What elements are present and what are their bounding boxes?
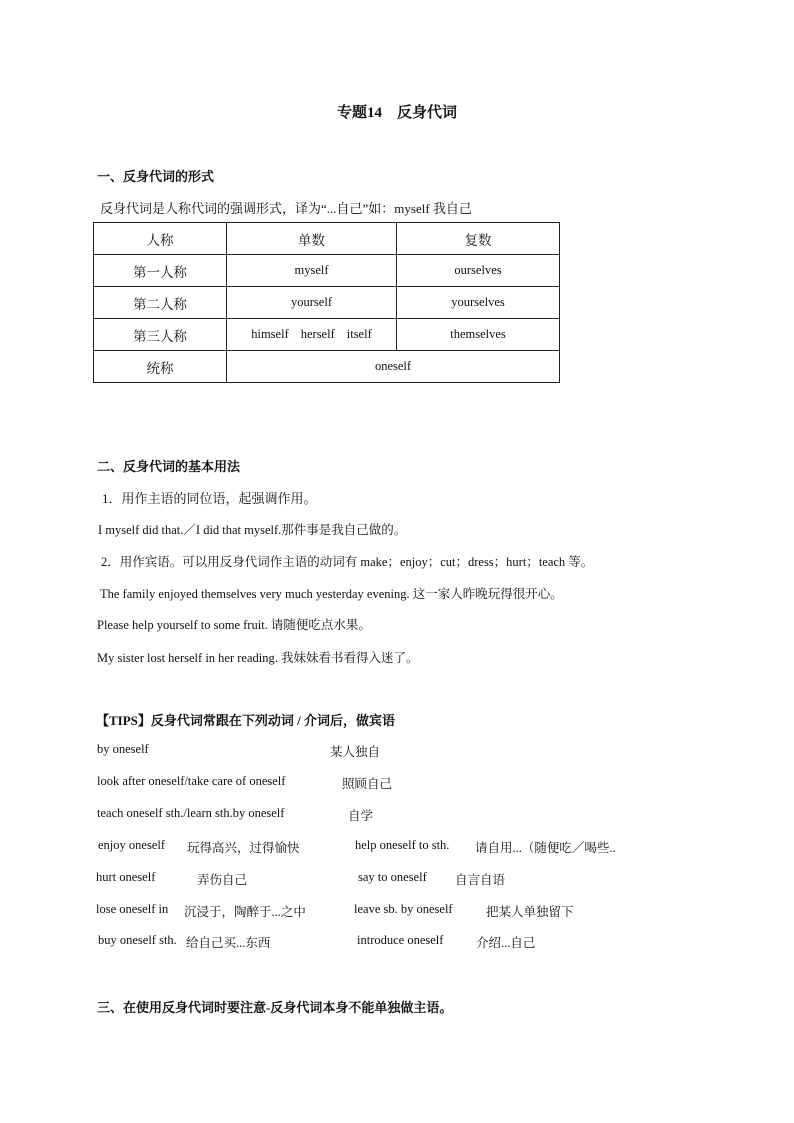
cell-plural: yourselves (397, 287, 560, 319)
phrase-zh: 照顾自己 (342, 777, 393, 791)
phrase-en: leave sb. by oneself (354, 902, 453, 916)
cell-plural: themselves (397, 319, 560, 351)
table-row (94, 287, 560, 319)
example-1: I myself did that.／I did that myself.那件事是我自己做的。 (98, 523, 407, 537)
phrase-zh: 介绍...自己 (476, 936, 536, 950)
phrase-zh: 请自用...（随便吃／喝些.. (475, 841, 616, 855)
cell-singular (227, 319, 397, 351)
phrase-en: help oneself to sth. (355, 838, 450, 852)
cell-person: 统称 (94, 351, 227, 383)
phrase-zh: 玩得高兴，过得愉快 (187, 841, 300, 855)
cell-person: 第三人称 (94, 319, 227, 351)
cell-plural: ourselves (397, 255, 560, 287)
table-row (94, 319, 560, 351)
cell-person: 第一人称 (94, 255, 227, 287)
header-plural: 复数 (397, 223, 560, 255)
phrase-en: lose oneself in (96, 902, 169, 916)
phrase-zh: 某人独自 (330, 745, 381, 759)
phrase-zh: 自言自语 (455, 873, 506, 887)
usage-1: 1．用作主语的同位语，起强调作用。 (102, 491, 317, 506)
singular-part: herself (300, 327, 335, 341)
phrase-zh: 自学 (348, 809, 374, 823)
phrase-en: enjoy oneself (98, 838, 165, 852)
phrase-en: hurt oneself (96, 870, 156, 884)
phrase-en: look after oneself/take care of oneself (97, 774, 286, 788)
forms-intro: 反身代词是人称代词的强调形式，译为“...自己”如：myself 我自己 (100, 201, 472, 216)
cell-person: 第二人称 (94, 287, 227, 319)
phrase-en: by oneself (97, 742, 149, 756)
singular-part: himself (251, 327, 289, 341)
phrase-en: buy oneself sth. (98, 933, 177, 947)
section-heading-usage: 二、反身代词的基本用法 (97, 459, 241, 474)
reflexive-forms-table (93, 222, 560, 383)
phrase-zh: 弄伤自己 (197, 873, 248, 887)
table-row-general (94, 351, 560, 383)
phrase-zh: 沉浸于，陶醉于...之中 (184, 905, 306, 919)
header-singular: 单数 (227, 223, 397, 255)
section-heading-forms: 一、反身代词的形式 (97, 169, 215, 184)
table-header-row (94, 223, 560, 255)
cell-singular: yourself (227, 287, 397, 319)
cell-general-form: oneself (227, 351, 560, 383)
tips-heading: 【TIPS】反身代词常跟在下列动词 / 介词后，做宾语 (96, 713, 396, 728)
header-person: 人称 (94, 223, 227, 255)
example-3: Please help yourself to some fruit. 请随便吃点水果。 (97, 618, 371, 632)
example-4: My sister lost herself in her reading. 我妹妹看书看得入迷了。 (97, 651, 419, 665)
example-2: The family enjoyed themselves very much yesterday evening. 这一家人昨晚玩得很开心。 (100, 587, 563, 601)
usage-2: 2．用作宾语。可以用反身代词作主语的动词有 make；enjoy；cut；dress；hurt；teach 等。 (101, 555, 594, 569)
phrase-en: teach oneself sth./learn sth.by oneself (97, 806, 285, 820)
table-row (94, 255, 560, 287)
phrase-zh: 给自己买...东西 (186, 936, 271, 950)
singular-part: itself (346, 327, 372, 341)
phrase-zh: 把某人单独留下 (486, 905, 574, 919)
cell-singular: myself (227, 255, 397, 287)
phrase-en: say to oneself (358, 870, 427, 884)
phrase-en: introduce oneself (357, 933, 444, 947)
section-heading-notes: 三、在使用反身代词时要注意-反身代词本身不能单独做主语。 (97, 1000, 453, 1015)
page-title: 专题14 反身代词 (336, 105, 457, 121)
